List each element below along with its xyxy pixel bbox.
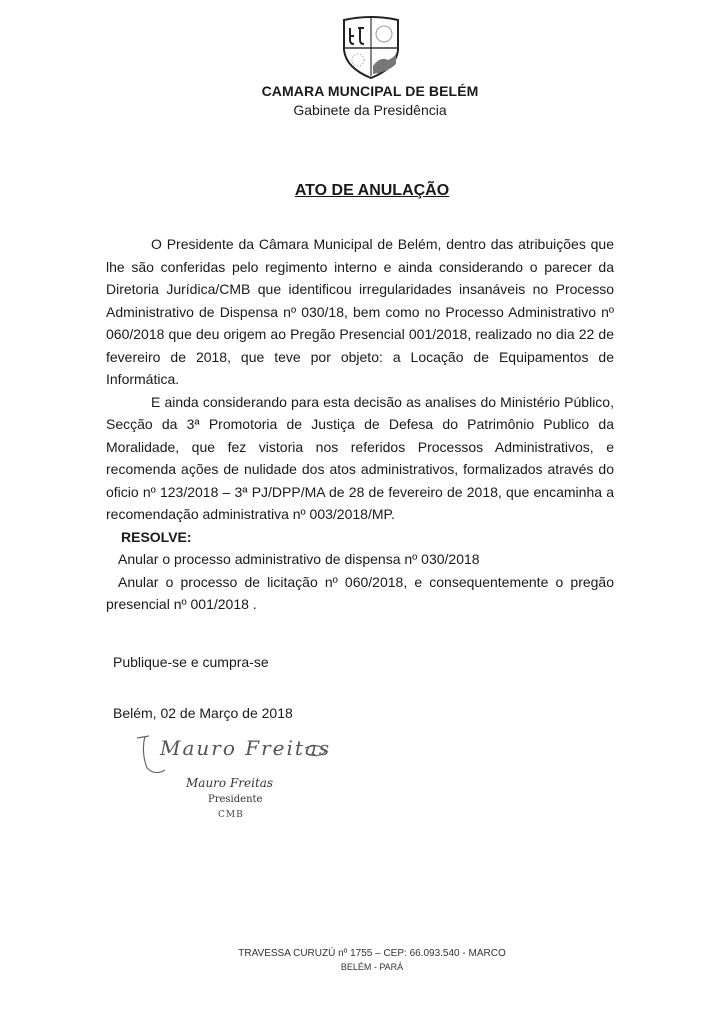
document-body (106, 233, 614, 616)
place-date: Belém, 02 de Março de 2018 (113, 705, 293, 721)
signatory-org: CMB (218, 810, 244, 820)
footer-address: TRAVESSA CURUZÚ nº 1755 – CEP: 66.093.540 - MARCO (238, 948, 506, 959)
closing-statement: Publique-se e cumpra-se (113, 654, 269, 670)
organization-name: CAMARA MUNCIPAL DE BELÉM (261, 83, 479, 99)
signatory-role: Presidente (208, 794, 263, 805)
paragraph-1: O Presidente da Câmara Municipal de Belém, dentro das atribuições que lhe são conferidas pelo regimento interno e ainda considerando o parecer da Diretoria Jurídica/CMB que identificou irregularidades insanáveis no Processo Administrativo de Dispensa nº 030/18, bem como no Processo Administrativo nº 060/2018 que deu origem ao Pregão Presencial 001/2018, realizado no dia 22 de fevereiro de 2018, que teve por objeto: a Locação de Equipamentos de Informática. (106, 236, 614, 387)
municipal-crest-icon (338, 14, 404, 80)
resolution-item: Anular o processo administrativo de dispensa nº 030/2018 (118, 551, 480, 567)
signature-block (130, 728, 350, 828)
resolve-heading: RESOLVE: (121, 528, 192, 545)
signatory-name: Mauro Freitas (186, 776, 274, 790)
handwritten-signature: Mauro Freitas (160, 736, 332, 760)
resolution-item: Anular o processo de licitação nº 060/2018, e consequentemente o pregão presencial nº 001/2018 . (106, 573, 614, 612)
paragraph-2: E ainda considerando para esta decisão as analises do Ministério Público, Secção da 3ª Promotoria de Justiça de Defesa do Patrimônio Publico da Moralidade, que fez vistoria nos referidos Processos Administrativos, e recomenda ações de nulidade dos atos administrativos, formalizados através do oficio nº 123/2018 – 3ª PJ/DPP/MA de 28 de fevereiro de 2018, que encaminha a recomendação administrativa nº 003/2018/MP. (106, 393, 614, 522)
document-title: ATO DE ANULAÇÃO (294, 182, 450, 199)
footer-city: BELÉM - PARÁ (340, 962, 404, 972)
department-name: Gabinete da Presidência (293, 102, 447, 118)
